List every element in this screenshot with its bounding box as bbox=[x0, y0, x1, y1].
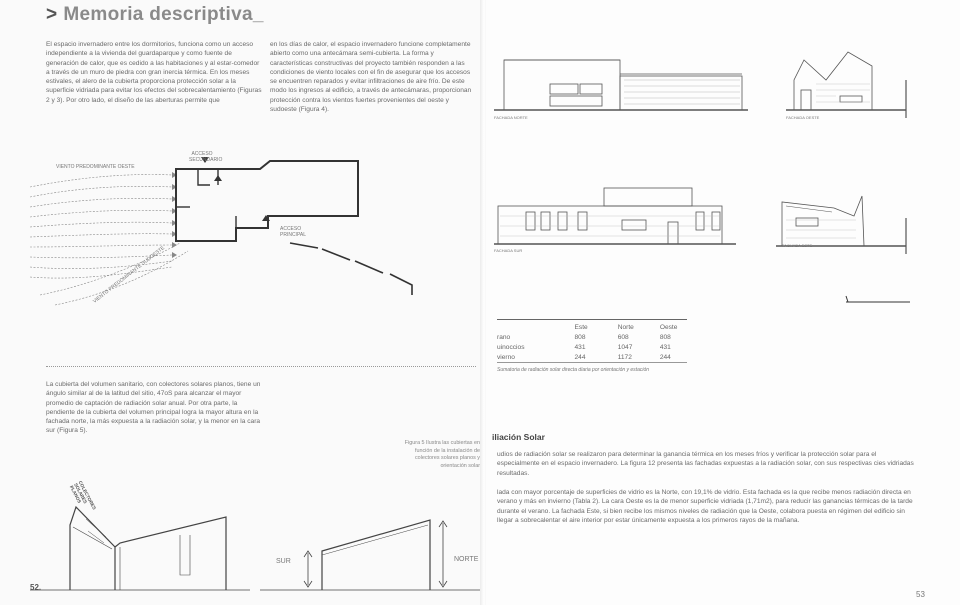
roof-sections-drawing bbox=[0, 485, 482, 605]
label-fachada-este: FACHADA ESTE bbox=[782, 243, 813, 248]
page-number-left: 52. bbox=[30, 583, 42, 592]
title-arrow: > bbox=[46, 4, 58, 25]
acceso-principal-label: ACCESO PRINCIPAL bbox=[280, 226, 307, 238]
section-left bbox=[30, 507, 250, 590]
figure-5-caption: Figura 5 Ilustra las cubiertas en función de la instalación de colectores solares planos y orientación solar bbox=[404, 440, 480, 469]
table-cell: 1047 bbox=[617, 343, 633, 351]
section-right bbox=[260, 520, 482, 590]
body-text-column-1: El espacio invernadero entre los dormitorios, funciona como un acceso independiente a la vivienda del guardaparque y como fuente de generación de calor, que es cedido a las habitaciones y al estar-comedor a través de un muro de piedra con gran inercia térmica. En los meses estivales, el alero de la cubierta proporciona protección solar a la superficie vidriada para evitar los efectos del sobrecalentamiento (Figuras 2 y 3). Por otro lado, el diseño de las aberturas permite que bbox=[46, 41, 262, 104]
table-cell: rano bbox=[497, 333, 511, 341]
body-text-lower: La cubierta del volumen sanitario, con colectores solares planos, tiene un ángulo similar al de la latitud del sitio, 47oS para alcanzar el mayor promedio de captación de radiación solar anual. Por otra parte, la pendiente de la cubierta del volumen principal logra la mayor altura en la fachada norte, la más expuesta a la radiación solar, y la menor en la cara sur (Figura 5). bbox=[46, 381, 261, 435]
right-paragraph-1: udios de radiación solar se realizaron para determinar la ganancia térmica en los meses fríos y verificar la protección solar para el especialmente en el espacio invernadero. La figura 12 presenta las fachadas expuestas a la radiación solar, con sus respectivas cies vidriadas resultadas. bbox=[497, 451, 914, 477]
table-header-row bbox=[497, 322, 689, 332]
table-bottom-rule bbox=[497, 362, 687, 363]
table-cell: 431 bbox=[574, 343, 586, 351]
body-text-column-2: en los días de calor, el espacio invernadero funcione completamente abierto como una antecámara semi-cubierta. La forma y características constructivas del proyecto también responden a las condiciones de viento locales con el fin de asegurar que los accesos se encuentren reparados y evitar infiltraciones de aire frío. De este modo los ingresos al edificio, a través de antecámaras, proporcionan protección contra los vientos fuertes provenientes del oeste y sudoeste (Figura 4). bbox=[270, 41, 472, 114]
label-fachada-norte: FACHADA NORTE bbox=[494, 115, 528, 120]
wind-west-label: VIENTO PREDOMINANTE OESTE bbox=[56, 164, 135, 170]
floor-plan bbox=[176, 161, 358, 241]
elevations-drawing bbox=[486, 40, 960, 310]
acceso-secundario-label: ACCESO SECUNDARIO bbox=[189, 151, 223, 163]
table-top-rule bbox=[497, 319, 687, 320]
right-paragraph-2: lada con mayor porcentaje de superficies de vidrio es la Norte, con 19,1% de vidrio. Esta fachada es la que recibe menos radiación directa en verano y más en invierno (Tabla 2). La cara Oeste es la de menor superficie vidriada (1,71m2), para reducir las ganancias térmicas de la tarde durante el verano. La fachada Este, si bien recibe los mismos niveles de radiación que la Oeste, colabora puesta en régimen del edificio sin llegar a sobrecalentar el aire interior por estar únicamente expuesta a los primeros rayos de la mañana. bbox=[497, 489, 913, 524]
label-fachada-oeste: FACHADA OESTE bbox=[786, 115, 820, 120]
title-text: Memoria descriptiva_ bbox=[63, 4, 264, 25]
elevation-norte bbox=[494, 60, 748, 110]
site-path bbox=[290, 243, 412, 295]
elevation-oeste bbox=[786, 52, 906, 118]
label-fachada-sur: FACHADA SUR bbox=[494, 248, 523, 253]
table-row bbox=[497, 332, 689, 342]
page-number-right: 53 bbox=[916, 590, 925, 599]
table-row bbox=[497, 342, 689, 352]
table-cell: vierno bbox=[497, 353, 515, 361]
sur-label: SUR bbox=[276, 558, 291, 565]
norte-label: NORTE bbox=[454, 556, 479, 563]
table-header-cell: Oeste bbox=[659, 323, 678, 331]
section-heading: iliación Solar bbox=[492, 432, 545, 442]
section-divider bbox=[46, 366, 476, 367]
table-cell: 244 bbox=[574, 353, 586, 361]
wind-southwest-label: VIENTO PREDOMINANTE SUDOESTE bbox=[92, 245, 166, 305]
table-cell: uinoccios bbox=[497, 343, 525, 351]
access-arrows bbox=[201, 157, 270, 221]
table-cell: 808 bbox=[574, 333, 586, 341]
table-cell: 431 bbox=[659, 343, 671, 351]
radiation-table bbox=[497, 322, 689, 362]
table-cell: 608 bbox=[617, 333, 629, 341]
table-cell: 244 bbox=[659, 353, 671, 361]
table-header-cell: Este bbox=[574, 323, 588, 331]
colectores-label: COLECTORES SOLARES PLANOS bbox=[68, 480, 97, 511]
table-cell: 808 bbox=[659, 333, 671, 341]
table-header-cell bbox=[497, 322, 537, 332]
elevation-sur bbox=[494, 188, 736, 244]
table-row bbox=[497, 352, 689, 362]
page-title bbox=[46, 4, 264, 26]
table-cell: 1172 bbox=[617, 353, 632, 361]
table-caption: Sumatoria de radiación solar directa diaria por orientación y estación bbox=[497, 367, 650, 373]
table-header-cell: Norte bbox=[617, 323, 634, 331]
